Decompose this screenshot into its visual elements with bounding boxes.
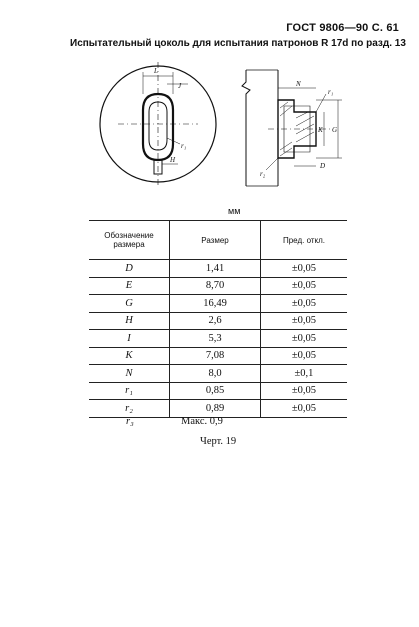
row-symbol: H [89, 312, 170, 330]
row-symbol: G [89, 295, 170, 313]
row-tolerance: ±0,05 [261, 347, 348, 365]
row-tolerance: ±0,05 [261, 400, 348, 418]
row-symbol: K [89, 347, 170, 365]
row-size: 0,85 [170, 382, 261, 400]
label-J: J [178, 82, 182, 90]
table-row [89, 400, 347, 418]
row-size: 7,08 [170, 347, 261, 365]
unit-label: мм [228, 206, 241, 216]
table-row [89, 365, 347, 383]
label-r2: r₂ [260, 170, 266, 178]
label-K: K [318, 126, 323, 134]
figure-caption: Черт. 19 [200, 436, 237, 447]
row-symbol: r₁ [89, 382, 170, 400]
label-r1-right: r₁ [328, 88, 334, 96]
section-view-drawing [240, 68, 370, 188]
extra-value: Макс. 0,9 [181, 416, 223, 427]
table-header-row [89, 221, 347, 260]
label-G: G [332, 126, 338, 134]
row-size: 1,41 [170, 260, 261, 278]
table-row [89, 382, 347, 400]
header-size: Размер [170, 221, 261, 260]
row-size: 8,70 [170, 277, 261, 295]
table-row [89, 260, 347, 278]
label-H: H [170, 156, 176, 164]
row-symbol: N [89, 365, 170, 383]
row-symbol: r₂ [89, 400, 170, 418]
row-symbol: D [89, 260, 170, 278]
row-size: 16,49 [170, 295, 261, 313]
row-size: 5,3 [170, 330, 261, 348]
row-size: 2,6 [170, 312, 261, 330]
row-tolerance: ±0,05 [261, 330, 348, 348]
row-size: 8,0 [170, 365, 261, 383]
table-row [89, 312, 347, 330]
row-symbol: I [89, 330, 170, 348]
row-size: 0,89 [170, 400, 261, 418]
extra-symbol: r₃ [126, 416, 134, 427]
header-designation: Обозначение размера [89, 221, 170, 260]
row-tolerance: ±0,05 [261, 260, 348, 278]
table-row [89, 277, 347, 295]
row-tolerance: ±0,05 [261, 312, 348, 330]
document-header: ГОСТ 9806—90 С. 61 [286, 22, 399, 34]
table-row [89, 347, 347, 365]
front-view-drawing [98, 58, 220, 188]
dimensions-table [89, 220, 347, 418]
row-tolerance: ±0,1 [261, 365, 348, 383]
label-L: L [154, 67, 158, 75]
label-D: D [320, 162, 326, 170]
row-symbol: E [89, 277, 170, 295]
table-row [89, 330, 347, 348]
table-row [89, 295, 347, 313]
row-tolerance: ±0,05 [261, 277, 348, 295]
figure-title: Испытательный цоколь для испытания патронов R 17d по разд. 13 [70, 38, 406, 49]
label-r1-left: r₁ [181, 142, 187, 150]
row-tolerance: ±0,05 [261, 295, 348, 313]
header-tolerance: Пред. откл. [261, 221, 348, 260]
label-N: N [296, 80, 301, 88]
row-tolerance: ±0,05 [261, 382, 348, 400]
